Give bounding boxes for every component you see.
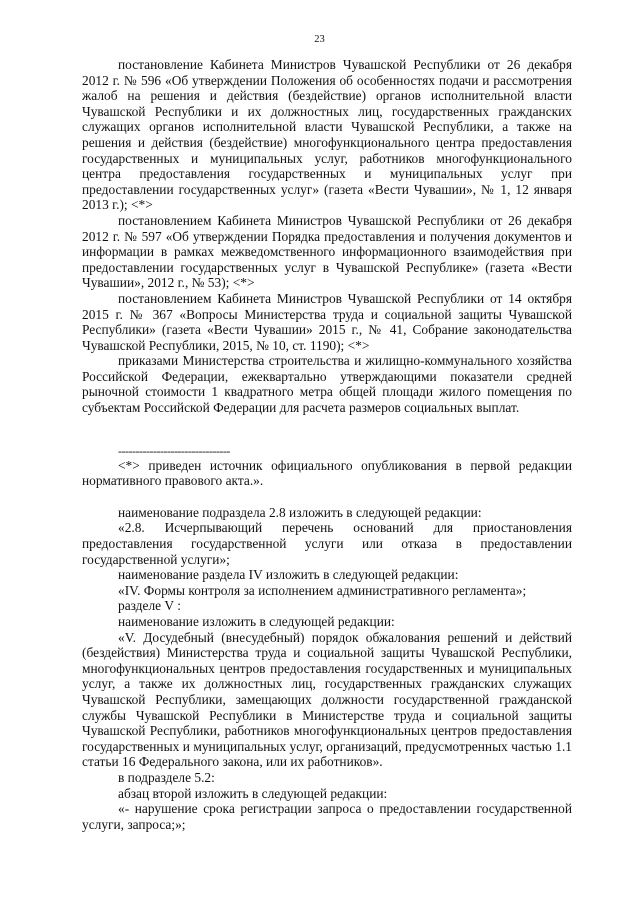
page-number: 23 (314, 34, 325, 45)
spacer (82, 416, 572, 444)
paragraph: наименование раздела IV изложить в следующей редакции: (118, 567, 459, 583)
footnote-separator: -------------------------------- (118, 443, 230, 458)
paragraph: постановление Кабинета Министров Чувашской Республики от 26 декабря 2012 г. № 596 «Об утверждении Положения об особенностях подачи и рассмотрения жалоб на решения и действия (бездействие) органов исполнительной власти Чувашской Республики и их должностных лиц, государственных гражданских служащих органов исполнительной власти Чувашской Республики, а также на решения и действия (бездействие) многофункционального центра предоставления государственных и муниципальных услуг, работников многофункционального центра предоставления государственных и муниципальных услуг при предоставлении государственных услуг» (газета «Вести Чувашии», № 1, 12 января 2013 г.); <*> (82, 57, 572, 213)
paragraph: разделе V : (118, 598, 181, 614)
paragraph: «V. Досудебный (внесудебный) порядок обжалования решений и действий (бездействия) Министерства труда и социальной защиты Чувашской Республики, многофункциональных центров предоставления государственных и муниципальных услуг, а также их должностных лиц, государственных гражданских служащих Чувашской Республики, замещающих должности государственной гражданской службы Чувашской Республики в Министерстве труда и социальной защиты Чувашской Республики, работников многофункциональных центров предоставления государственных и муниципальных услуг, организаций, предусмотренных частью 1.1 статьи 16 Федерального закона, или их работников». (82, 629, 572, 770)
paragraph: приказами Министерства строительства и жилищно-коммунального хозяйства Российской Федерации, ежеквартально утверждающими показатели средней рыночной стоимости 1 квадратного метра общей площади жилого помещения по субъектам Российской Федерации для расчета размеров социальных выплат. (82, 353, 572, 416)
document-body (82, 57, 572, 832)
paragraph: постановлением Кабинета Министров Чувашской Республики от 14 октября 2015 г. № 367 «Вопросы Министерства труда и социальной защиты Чувашской Республики» (газета «Вести Чувашии» 2015 г., № 41, Собрание законодательства Чувашской Республики, 2015, № 10, ст. 1190); <*> (82, 290, 572, 353)
footnote: <*> приведен источник официального опубликования в первой редакции нормативного правового акта.». (82, 457, 572, 489)
paragraph: постановлением Кабинета Министров Чувашской Республики от 26 декабря 2012 г. № 597 «Об утверждении Порядка предоставления и получения документов и информации в рамках межведомственного информационного взаимодействия при предоставлении государственных услуг в Чувашской Республике» (газета «Вести Чувашии», 2012 г., № 53); <*> (82, 212, 572, 291)
paragraph: «2.8. Исчерпывающий перечень оснований для приостановления предоставления государственной услуги или отказа в предоставлении государственной услуги»; (82, 520, 572, 567)
spacer (82, 489, 572, 505)
paragraph: наименование изложить в следующей редакции: (118, 614, 395, 629)
paragraph: в подразделе 5.2: (118, 769, 215, 785)
paragraph: наименование подраздела 2.8 изложить в следующей редакции: (118, 504, 482, 520)
paragraph: «IV. Формы контроля за исполнением административного регламента»; (118, 582, 527, 598)
paragraph: «- нарушение срока регистрации запроса о предоставлении государственной услуги, запроса;»; (82, 801, 572, 832)
paragraph: абзац второй изложить в следующей редакции: (118, 785, 388, 801)
